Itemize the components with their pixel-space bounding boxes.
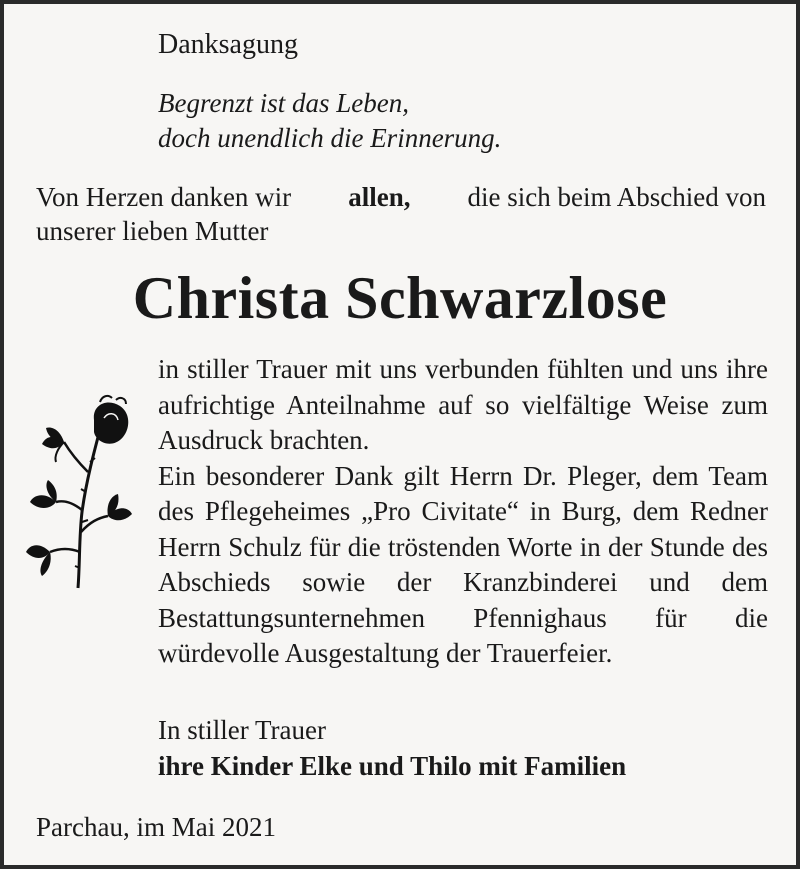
notice-heading: Danksagung: [158, 29, 298, 60]
intro-line-1: [36, 180, 766, 214]
intro-line-2: unserer lieben Mutter: [36, 216, 269, 246]
intro-line-1-bold: allen,: [348, 182, 411, 212]
motto-line-1: Begrenzt ist das Leben,: [158, 88, 409, 118]
closing-line: In stiller Trauer: [158, 715, 326, 745]
body-text: [158, 352, 768, 672]
body-paragraph-1: in stiller Trauer mit uns verbunden fühlten und uns ihre aufrichtige Anteilnahme auf so vielfältige Weise zum Ausdruck brachten.: [158, 354, 768, 455]
signature: ihre Kinder Elke und Thilo mit Familien: [158, 751, 627, 781]
deceased-name: Christa Schwarzlose: [132, 265, 668, 331]
rose-icon: [24, 392, 134, 592]
intro-line-1-end: die sich beim Abschied von: [467, 182, 766, 212]
intro-text: [36, 180, 766, 248]
motto-line-2: doch unendlich die Erinnerung.: [158, 123, 502, 153]
closing: [158, 712, 626, 784]
intro-line-1-start: Von Herzen danken wir: [36, 182, 292, 212]
body-paragraph-2: Ein besonderer Dank gilt Herrn Dr. Pleger, dem Team des Pflegeheimes „Pro Civitate“ in Burg, dem Redner Herrn Schulz für die tröstenden Worte in der Stunde des Abschieds sowie der Kranzbinderei und dem Bestattungsunternehmen Pfennighaus für die würdevolle Ausgestaltung der Trauerfeier.: [158, 460, 768, 668]
place-and-date: Parchau, im Mai 2021: [36, 812, 276, 842]
motto: [158, 86, 501, 156]
